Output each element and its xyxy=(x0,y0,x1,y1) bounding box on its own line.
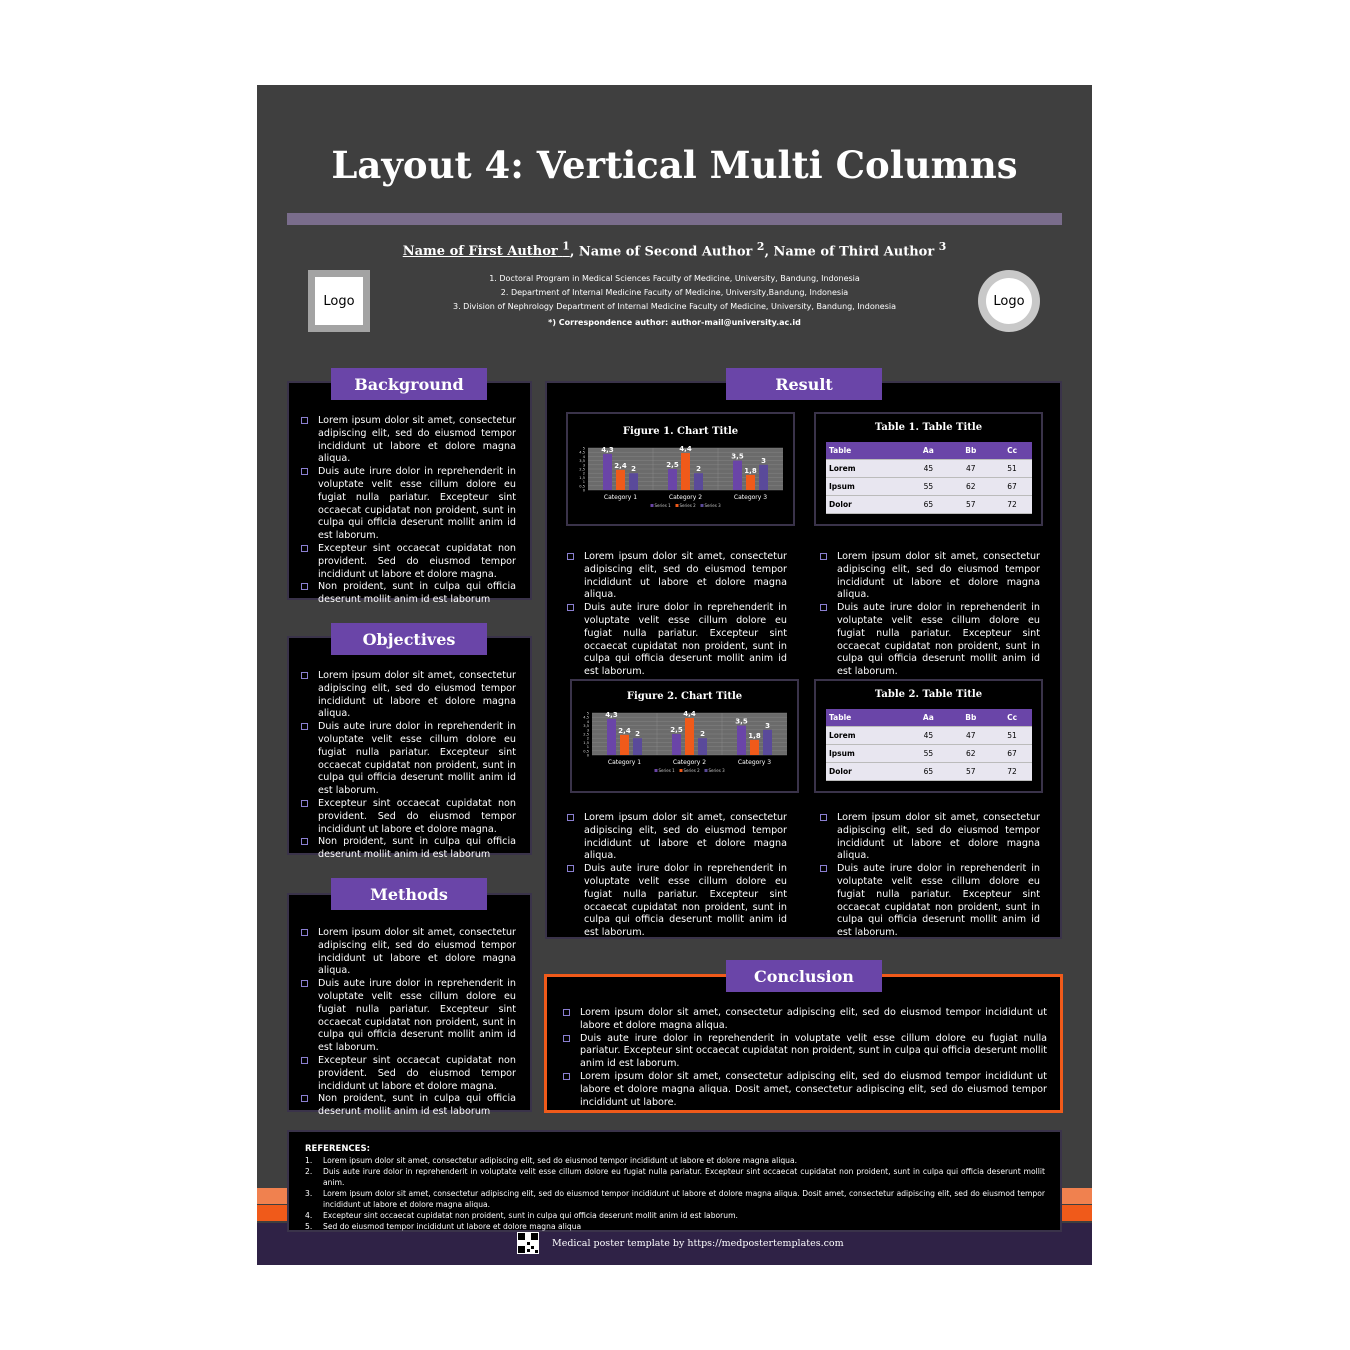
list-item: Lorem ipsum dolor sit amet, consectetur adipiscing elit, sed do eiusmod tempor incididunt ut labore et dolore magna aliqua. xyxy=(301,670,516,721)
bar xyxy=(603,454,612,490)
table-cell: 51 xyxy=(992,460,1032,478)
bar xyxy=(633,738,642,755)
methods-list xyxy=(301,927,516,1119)
y-tick-label: 2,5 xyxy=(579,467,585,472)
list-item: Lorem ipsum dolor sit amet, consectetur adipiscing elit, sed do eiusmod tempor incididunt ut labore et dolore magna aliqua. xyxy=(563,1007,1047,1033)
y-tick-label: 2,5 xyxy=(583,732,589,737)
table-cell: 51 xyxy=(992,727,1032,745)
bar xyxy=(750,740,759,755)
objectives-box xyxy=(287,636,532,861)
references-list xyxy=(305,1155,1045,1232)
y-tick-label: 2 xyxy=(582,471,585,476)
y-tick-label: 3,5 xyxy=(583,724,589,729)
legend-swatch xyxy=(705,769,708,772)
result-text-2 xyxy=(820,551,1040,679)
figure-2-panel xyxy=(570,679,799,793)
table-cell: 57 xyxy=(949,496,992,514)
author-list xyxy=(257,240,1092,259)
bar xyxy=(737,726,746,755)
list-item: Non proident, sunt in culpa qui officia deserunt mollit anim id est laborum xyxy=(301,581,516,607)
table-row xyxy=(826,478,1032,496)
legend-label: Series 2 xyxy=(683,768,700,773)
list-item: Non proident, sunt in culpa qui officia deserunt mollit anim id est laborum xyxy=(301,1093,516,1119)
data-label: 4,4 xyxy=(683,710,696,719)
y-tick-label: 1 xyxy=(582,480,585,485)
list-item: Non proident, sunt in culpa qui officia deserunt mollit anim id est laborum xyxy=(301,836,516,862)
methods-label: Methods xyxy=(331,878,487,910)
references-heading: REFERENCES: xyxy=(305,1144,370,1154)
reference-item xyxy=(305,1188,1045,1210)
table-1 xyxy=(826,442,1032,514)
table-cell: 65 xyxy=(907,763,949,781)
y-tick-label: 0 xyxy=(582,488,585,493)
table-cell: 62 xyxy=(949,745,992,763)
table-cell: 72 xyxy=(992,763,1032,781)
reference-number: 1. xyxy=(305,1156,313,1165)
table-cell: 72 xyxy=(992,496,1032,514)
y-tick-label: 0,5 xyxy=(583,749,589,754)
bar xyxy=(681,453,690,490)
table-row xyxy=(826,745,1032,763)
list-item: Lorem ipsum dolor sit amet, consectetur adipiscing elit, sed do eiusmod tempor incididunt ut labore et dolore magna aliqua. Dosit amet, consectetur adipiscing elit, sed do eiusmod tempor incididunt ut labore. xyxy=(563,1071,1047,1109)
data-label: 2 xyxy=(631,465,636,474)
x-tick-label: Category 3 xyxy=(737,759,772,766)
table-cell: 67 xyxy=(992,478,1032,496)
list-item: Duis aute irure dolor in reprehenderit in voluptate velit esse cillum dolore eu fugiat nulla pariatur. Excepteur sint occaecat cupidatat non proident, sunt in culpa qui officia deserunt mollit anim id est laborum. xyxy=(301,978,516,1055)
data-label: 2 xyxy=(635,730,640,739)
table-header-cell: Table xyxy=(826,442,907,460)
table-2-panel xyxy=(814,679,1043,793)
left-stripe-dark xyxy=(257,1205,287,1221)
list-item: Duis aute irure dolor in reprehenderit in voluptate velit esse cillum dolore eu fugiat nulla pariatur. Excepteur sint occaecat cupidatat non proident, sunt in culpa qui officia deserunt mollit anim id est laborum. xyxy=(820,602,1040,679)
result-text-4 xyxy=(820,812,1040,940)
data-label: 4,3 xyxy=(605,710,618,719)
bar xyxy=(629,473,638,490)
bar xyxy=(698,738,707,755)
data-label: 4,3 xyxy=(601,445,614,454)
y-tick-label: 5 xyxy=(586,711,589,716)
conclusion-box xyxy=(544,974,1063,1113)
left-logo xyxy=(308,270,370,332)
right-stripe-dark xyxy=(1062,1205,1092,1221)
reference-text: Sed do eiusmod tempor incididunt ut labore et dolore magna aliqua xyxy=(323,1222,582,1231)
data-label: 2,5 xyxy=(666,461,679,469)
legend-label: Series 2 xyxy=(679,503,696,508)
figure-2-chart xyxy=(572,707,797,787)
y-tick-label: 5 xyxy=(582,446,585,451)
list-item: Excepteur sint occaecat cupidatat non provident. Sed do eiusmod tempor incididunt ut labore et dolore magna. xyxy=(301,543,516,581)
y-tick-label: 4,5 xyxy=(579,450,585,455)
table-header-cell: Bb xyxy=(949,442,992,460)
list-item: Lorem ipsum dolor sit amet, consectetur adipiscing elit, sed do eiusmod tempor incididunt ut labore et dolore magna aliqua. xyxy=(301,927,516,978)
background-list xyxy=(301,415,516,607)
legend-swatch xyxy=(701,504,704,507)
data-label: 3,5 xyxy=(731,452,744,461)
y-tick-label: 2 xyxy=(586,736,589,741)
figure-1-panel xyxy=(566,412,795,526)
table-cell: Ipsum xyxy=(826,478,907,496)
data-label: 4,4 xyxy=(679,445,692,454)
reference-item xyxy=(305,1155,1045,1166)
left-logo-text: Logo xyxy=(315,277,363,325)
objectives-label: Objectives xyxy=(331,623,487,655)
bar xyxy=(607,719,616,755)
table-1-panel xyxy=(814,412,1043,526)
third-author-name: , Name of Third Author xyxy=(764,244,935,260)
list-item: Duis aute irure dolor in reprehenderit in voluptate velit esse cillum dolore eu fugiat nulla pariatur. Excepteur sint occaecat cupidatat non proident, sunt in culpa qui officia deserunt mollit anim id est laborum. xyxy=(563,1033,1047,1071)
table-header-cell: Cc xyxy=(992,442,1032,460)
y-tick-label: 1,5 xyxy=(583,740,589,745)
table-header-cell: Cc xyxy=(992,709,1032,727)
legend-swatch xyxy=(651,504,654,507)
reference-text: Lorem ipsum dolor sit amet, consectetur adipiscing elit, sed do eiusmod tempor incididunt ut labore et dolore magna aliqua. Dosit amet, consectetur adipiscing elit, sed do eiusmod tempor incididunt ut labore et dolore magna aliqua. xyxy=(323,1189,1045,1209)
data-label: 1,8 xyxy=(744,466,757,475)
references-box xyxy=(287,1130,1062,1232)
bar xyxy=(672,734,681,755)
y-tick-label: 1 xyxy=(586,745,589,750)
table-1-title: Table 1. Table Title xyxy=(874,422,983,433)
y-tick-label: 0,5 xyxy=(579,484,585,489)
list-item: Duis aute irure dolor in reprehenderit in voluptate velit esse cillum dolore eu fugiat nulla pariatur. Excepteur sint occaecat cupidatat non proident, sunt in culpa qui officia deserunt mollit anim id est laborum. xyxy=(820,863,1040,940)
left-stripe-light xyxy=(257,1188,287,1204)
bar xyxy=(685,718,694,755)
list-item: Duis aute irure dolor in reprehenderit in voluptate velit esse cillum dolore eu fugiat nulla pariatur. Excepteur sint occaecat cupidatat non proident, sunt in culpa qui officia deserunt mollit anim id est laborum. xyxy=(301,466,516,543)
right-stripe-light xyxy=(1062,1188,1092,1204)
bar xyxy=(746,475,755,490)
correspondence: *) Correspondence author: author-mail@university.ac.id xyxy=(548,318,801,327)
table-row xyxy=(826,460,1032,478)
reference-item xyxy=(305,1210,1045,1221)
table-row xyxy=(826,727,1032,745)
table-2 xyxy=(826,709,1032,781)
table-header-row xyxy=(826,709,1032,727)
data-label: 1,8 xyxy=(748,731,761,740)
table-header-cell: Aa xyxy=(907,442,949,460)
footer-credit: Medical poster template by https://medpostertemplates.com xyxy=(552,1238,844,1249)
list-item: Duis aute irure dolor in reprehenderit in voluptate velit esse cillum dolore eu fugiat nulla pariatur. Excepteur sint occaecat cupidatat non proident, sunt in culpa qui officia deserunt mollit anim id est laborum. xyxy=(567,863,787,940)
second-author-sup: 2 xyxy=(756,240,765,253)
table-cell: 47 xyxy=(949,727,992,745)
figure-1-chart xyxy=(568,442,793,522)
figure-1-title: Figure 1. Chart Title xyxy=(622,426,739,437)
table-cell: Lorem xyxy=(826,460,907,478)
second-author-name: , Name of Second Author xyxy=(569,244,753,260)
legend-label: Series 1 xyxy=(654,503,671,508)
list-item: Lorem ipsum dolor sit amet, consectetur adipiscing elit, sed do eiusmod tempor incididunt ut labore et dolore magna aliqua. xyxy=(567,551,787,602)
bar xyxy=(763,730,772,755)
table-cell: Dolor xyxy=(826,496,907,514)
bar xyxy=(694,473,703,490)
reference-number: 2. xyxy=(305,1167,313,1176)
affiliation-2: 2. Department of Internal Medicine Faculty of Medicine, University,Bandung, Indonesia xyxy=(500,288,849,297)
table-cell: 62 xyxy=(949,478,992,496)
y-tick-label: 3,5 xyxy=(579,459,585,464)
reference-number: 4. xyxy=(305,1211,313,1220)
table-cell: 65 xyxy=(907,496,949,514)
right-logo xyxy=(978,270,1040,332)
list-item: Lorem ipsum dolor sit amet, consectetur adipiscing elit, sed do eiusmod tempor incididunt ut labore et dolore magna aliqua. xyxy=(820,551,1040,602)
conclusion-label: Conclusion xyxy=(726,960,882,992)
reference-number: 5. xyxy=(305,1222,313,1231)
reference-text: Duis aute irure dolor in reprehenderit in voluptate velit esse cillum dolore eu fugiat nulla pariatur. Excepteur sint occaecat cupidatat non proident, sunt in culpa qui officia deserunt mollit anim. xyxy=(323,1167,1045,1187)
table-cell: Ipsum xyxy=(826,745,907,763)
conclusion-list xyxy=(563,1007,1047,1109)
y-tick-label: 0 xyxy=(586,753,589,758)
table-header-cell: Bb xyxy=(949,709,992,727)
title-divider xyxy=(287,213,1062,225)
third-author-sup: 3 xyxy=(938,240,947,253)
affiliation-1: 1. Doctoral Program in Medical Sciences Faculty of Medicine, University, Bandung, Indonesia xyxy=(489,274,860,283)
table-cell: 47 xyxy=(949,460,992,478)
table-cell: Dolor xyxy=(826,763,907,781)
y-tick-label: 3 xyxy=(582,463,585,468)
list-item: Lorem ipsum dolor sit amet, consectetur adipiscing elit, sed do eiusmod tempor incididunt ut labore et dolore magna aliqua. xyxy=(301,415,516,466)
y-tick-label: 3 xyxy=(586,728,589,733)
legend-swatch xyxy=(676,504,679,507)
background-label: Background xyxy=(331,368,487,400)
data-label: 3 xyxy=(761,456,766,465)
table-cell: 45 xyxy=(907,460,949,478)
x-tick-label: Category 2 xyxy=(668,494,703,501)
data-label: 3 xyxy=(765,721,770,730)
data-label: 2 xyxy=(700,730,705,739)
reference-item xyxy=(305,1221,1045,1232)
table-row xyxy=(826,496,1032,514)
background-box xyxy=(287,381,532,606)
y-tick-label: 1,5 xyxy=(579,475,585,480)
result-label: Result xyxy=(726,368,882,400)
table-cell: Lorem xyxy=(826,727,907,745)
bar xyxy=(668,469,677,490)
bar xyxy=(733,461,742,490)
bar xyxy=(759,465,768,490)
first-author xyxy=(402,240,570,260)
data-label: 2,4 xyxy=(618,726,631,735)
y-tick-label: 4 xyxy=(582,454,585,459)
legend-label: Series 3 xyxy=(708,768,725,773)
first-author-sup: 1 xyxy=(562,240,570,253)
figure-2-title: Figure 2. Chart Title xyxy=(626,691,743,702)
table-header-cell: Aa xyxy=(907,709,949,727)
affiliation-3: 3. Division of Nephrology Department of Internal Medicine Faculty of Medicine, University, Bandung, Indonesia xyxy=(453,302,896,311)
right-logo-text: Logo xyxy=(986,278,1032,324)
result-text-3 xyxy=(567,812,787,940)
x-tick-label: Category 1 xyxy=(607,759,642,766)
x-tick-label: Category 2 xyxy=(672,759,707,766)
data-label: 3,5 xyxy=(735,717,748,726)
list-item: Duis aute irure dolor in reprehenderit in voluptate velit esse cillum dolore eu fugiat nulla pariatur. Excepteur sint occaecat cupidatat non proident, sunt in culpa qui officia deserunt mollit anim id est laborum. xyxy=(567,602,787,679)
y-tick-label: 4,5 xyxy=(583,715,589,720)
list-item: Excepteur sint occaecat cupidatat non provident. Sed do eiusmod tempor incididunt ut labore et dolore magna. xyxy=(301,1055,516,1093)
list-item: Lorem ipsum dolor sit amet, consectetur adipiscing elit, sed do eiusmod tempor incididunt ut labore et dolore magna aliqua. xyxy=(820,812,1040,863)
data-label: 2 xyxy=(696,465,701,474)
legend-label: Series 3 xyxy=(704,503,721,508)
table-header-row xyxy=(826,442,1032,460)
objectives-list xyxy=(301,670,516,862)
reference-text: Lorem ipsum dolor sit amet, consectetur adipiscing elit, sed do eiusmod tempor incididunt ut labore et dolore magna aliqua. xyxy=(323,1156,798,1165)
result-text-1 xyxy=(567,551,787,679)
list-item: Lorem ipsum dolor sit amet, consectetur adipiscing elit, sed do eiusmod tempor incididunt ut labore et dolore magna aliqua. xyxy=(567,812,787,863)
table-cell: 45 xyxy=(907,727,949,745)
poster-title: Layout 4: Vertical Multi Columns xyxy=(331,143,1018,187)
reference-number: 3. xyxy=(305,1189,313,1198)
poster xyxy=(257,85,1092,1265)
result-box xyxy=(545,381,1062,939)
x-tick-label: Category 3 xyxy=(733,494,768,501)
qr-code-icon xyxy=(517,1232,539,1254)
table-cell: 57 xyxy=(949,763,992,781)
y-tick-label: 4 xyxy=(586,719,589,724)
table-header-cell: Table xyxy=(826,709,907,727)
methods-box xyxy=(287,893,532,1118)
reference-text: Excepteur sint occaecat cupidatat non proident, sunt in culpa qui officia deserunt mollit anim id est laborum. xyxy=(323,1211,738,1220)
reference-item xyxy=(305,1166,1045,1188)
data-label: 2,5 xyxy=(670,726,683,734)
first-author-name: Name of First Author xyxy=(402,244,558,260)
list-item: Duis aute irure dolor in reprehenderit in voluptate velit esse cillum dolore eu fugiat nulla pariatur. Excepteur sint occaecat cupidatat non proident, sunt in culpa qui officia deserunt mollit anim id est laborum. xyxy=(301,721,516,798)
bar xyxy=(616,470,625,490)
data-label: 2,4 xyxy=(614,461,627,470)
table-cell: 67 xyxy=(992,745,1032,763)
legend-label: Series 1 xyxy=(658,768,675,773)
table-2-title: Table 2. Table Title xyxy=(874,689,983,700)
legend-swatch xyxy=(655,769,658,772)
table-cell: 55 xyxy=(907,745,949,763)
table-cell: 55 xyxy=(907,478,949,496)
legend-swatch xyxy=(680,769,683,772)
bar xyxy=(620,735,629,755)
table-row xyxy=(826,763,1032,781)
list-item: Excepteur sint occaecat cupidatat non provident. Sed do eiusmod tempor incididunt ut labore et dolore magna. xyxy=(301,798,516,836)
x-tick-label: Category 1 xyxy=(603,494,638,501)
